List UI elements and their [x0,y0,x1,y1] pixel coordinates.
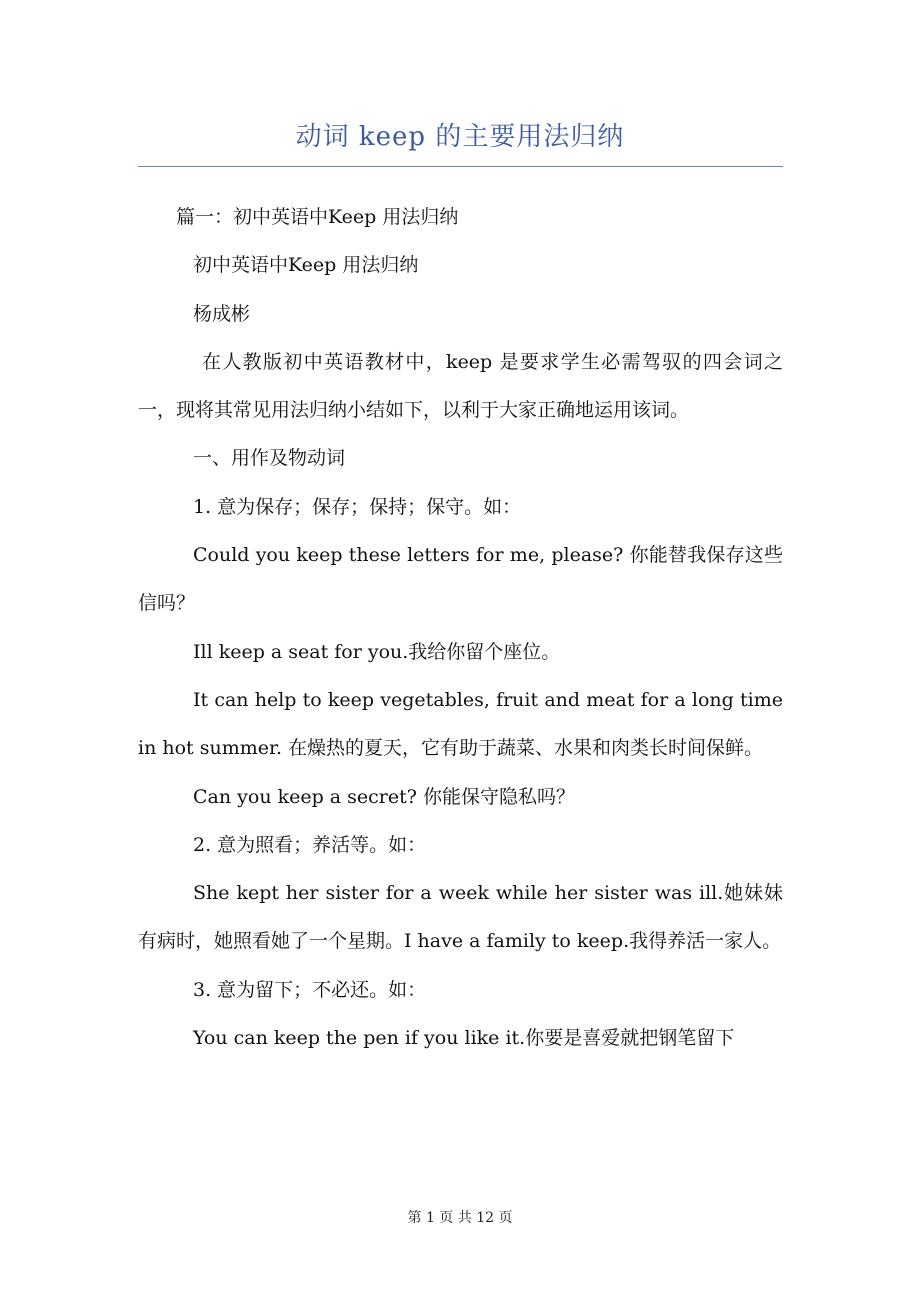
paragraph: She kept her sister for a week while her sister was ill.她妹妹有病时，她照看她了一个星期。I have a family to keep.我得养活一家人。 [138,882,783,953]
paragraph: 1. 意为保存；保存；保持；保守。如： [193,495,522,518]
title-divider [138,166,783,167]
document-title: 动词 keep 的主要用法归纳 [295,122,625,152]
page-footer: 第 1 页 共 12 页 [407,1210,513,1226]
paragraph: 在人教版初中英语教材中，keep 是要求学生必需驾驭的四会词之一，现将其常见用法归纳小结如下，以利于大家正确地运用该词。 [138,350,783,422]
paragraph: 2. 意为照看；养活等。如： [193,833,427,856]
paragraph: Can you keep a secret? 你能保守隐私吗？ [193,785,575,808]
paragraph: You can keep the pen if you like it.你要是喜爱就把钢笔留下 [193,1027,735,1050]
paragraph: Could you keep these letters for me, please? 你能替我保存这些信吗？ [138,544,783,615]
article-title: 初中英语中Keep 用法归纳 [193,254,419,277]
paragraph: 一、用作及物动词 [193,447,346,470]
section-heading: 篇一：初中英语中Keep 用法归纳 [176,206,459,228]
paragraph: Ill keep a seat for you.我给你留个座位。 [193,640,561,663]
document-body [138,193,783,1062]
paragraph: It can help to keep vegetables, fruit and meat for a long time in hot summer. 在燥热的夏天，它有助于蔬菜、水果和肉类长时间保鲜。 [138,688,783,760]
author-name: 杨成彬 [193,302,251,325]
paragraph: 3. 意为留下；不必还。如： [193,978,427,1001]
